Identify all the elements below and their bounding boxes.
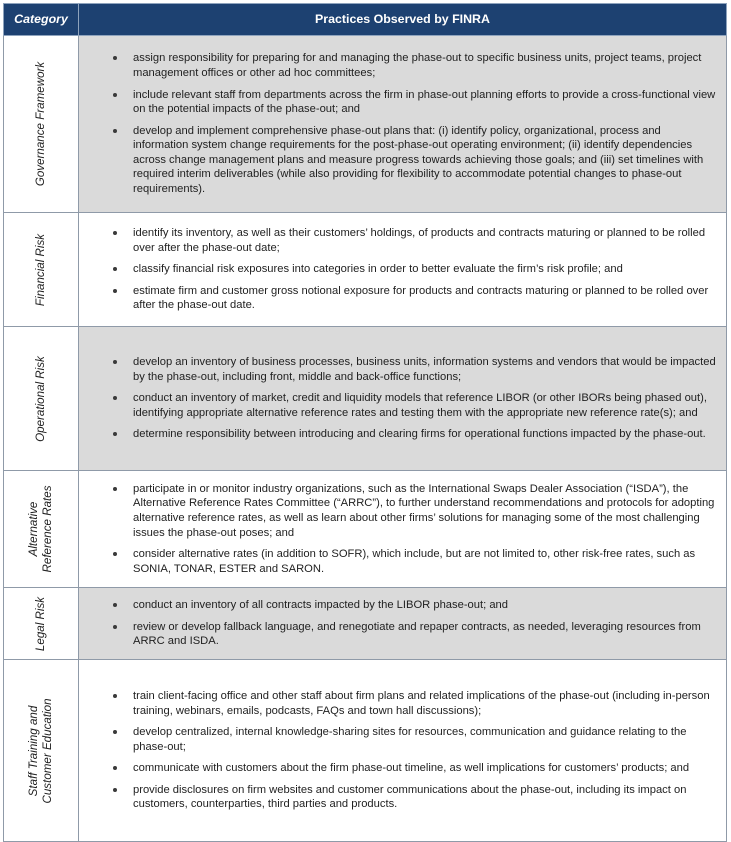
practice-item	[79, 427, 718, 442]
category-label-line: Alternative	[27, 501, 40, 557]
practice-text: review or develop fallback language, and renegotiate and repaper contracts, as needed, leveraging resources from ARRC and ISDA.	[133, 620, 701, 648]
category-row-financial-risk	[4, 213, 727, 327]
practice-item	[79, 226, 718, 255]
category-row-operational-risk	[4, 327, 727, 471]
bullet-icon	[113, 129, 117, 133]
bullet-icon	[113, 788, 117, 792]
practice-text: conduct an inventory of market, credit and liquidity models that reference LIBOR (or other IBORs being phased out), identifying appropriate alternative reference rates and testing them with the appropriate new reference rate(s); and	[133, 392, 707, 419]
bullet-icon	[113, 487, 117, 491]
practice-item	[79, 761, 718, 776]
practice-text: provide disclosures on firm websites and customer communications about the phase-out, including its impact on customers, counterparties, third parties and products.	[133, 783, 687, 811]
bullet-icon	[113, 396, 117, 400]
category-row-legal-risk	[4, 588, 727, 660]
practice-item	[79, 284, 718, 313]
bullet-icon	[113, 267, 117, 271]
category-label-line: Legal Risk	[34, 596, 47, 651]
category-column-header: Category	[4, 4, 79, 36]
practice-text: develop and implement comprehensive phase-out plans that: (i) identify policy, organizational, process and information system change requirements for the post-phase-out operating environment; (ii) identify dependencies across change management plans and measure progress towards achieving those goals; and (iii) set timelines with required interim deliverables (while also providing for flexibility to accommodate potential changes to phase-out requirements).	[133, 124, 704, 196]
practice-text: conduct an inventory of all contracts impacted by the LIBOR phase-out; and	[133, 599, 508, 612]
category-label	[34, 356, 48, 442]
bullet-icon	[113, 432, 117, 436]
bullet-icon	[113, 56, 117, 60]
bullet-icon	[113, 766, 117, 770]
practices-cell	[79, 660, 727, 842]
bullet-icon	[113, 625, 117, 629]
category-row-alternative-reference-rates	[4, 471, 727, 588]
practice-text: develop an inventory of business processes, business units, information systems and vendors that would be impacted by the phase-out, including front, middle and back-office functions;	[133, 356, 716, 383]
category-label-line: Customer Education	[41, 697, 54, 804]
practice-list	[79, 349, 726, 448]
practice-list	[79, 683, 726, 818]
category-label	[27, 698, 55, 803]
practice-item	[79, 783, 718, 812]
practice-text: determine responsibility between introducing and clearing firms for operational functions impacted by the phase-out.	[133, 428, 706, 441]
practice-list	[79, 45, 726, 202]
category-label-line: Operational Risk	[34, 355, 47, 442]
practice-item	[79, 262, 718, 277]
practice-item	[79, 124, 718, 197]
bullet-icon	[113, 360, 117, 364]
practice-text: identify its inventory, as well as their customers’ holdings, of products and contracts maturing or planned to be rolled over after the phase-out date;	[133, 227, 706, 254]
practice-item	[79, 598, 718, 613]
practice-item	[79, 355, 718, 384]
practice-item	[79, 51, 718, 80]
category-cell	[4, 588, 79, 660]
category-label	[27, 486, 55, 573]
practice-item	[79, 547, 718, 576]
practice-text: consider alternative rates (in addition to SOFR), which include, but are not limited to, other risk-free rates, such as SONIA, TONAR, ESTER and SARON.	[133, 548, 696, 575]
practice-text: train client-facing office and other staff about firm plans and related implications of the phase-out (including in-person training, webinars, emails, podcasts, FAQs and town hall discussions);	[133, 689, 710, 717]
practice-list	[79, 592, 726, 655]
category-label-line: Governance Framework	[34, 61, 47, 187]
category-label-line: Financial Risk	[34, 233, 47, 306]
category-row-governance-framework	[4, 36, 727, 213]
category-label-line: Staff Training and	[27, 705, 40, 796]
bullet-icon	[113, 552, 117, 556]
practice-item	[79, 620, 718, 649]
practice-item	[79, 391, 718, 420]
category-label	[34, 233, 48, 305]
category-cell	[4, 36, 79, 213]
practice-text: include relevant staff from departments across the firm in phase-out planning efforts to provide a cross-functional view on the potential impacts of the phase-out; and	[133, 88, 716, 116]
bullet-icon	[113, 730, 117, 734]
category-row-staff-training-customer-education	[4, 660, 727, 842]
practice-list	[79, 220, 726, 319]
category-label	[34, 62, 48, 186]
practice-item	[79, 689, 718, 718]
practice-text: participate in or monitor industry organizations, such as the International Swaps Dealer Association (“ISDA”), the Alternative Reference Rates Committee (“ARRC”), to further understand recommendations and protocols for adopting alternative reference rates, as well as learn about other firms’ solutions for managing some of the most challenging issues the phase-out poses; and	[133, 482, 715, 539]
practices-cell	[79, 588, 727, 660]
practice-text: communicate with customers about the firm phase-out timeline, as well implications for customers’ products; and	[133, 762, 690, 775]
practice-item	[79, 725, 718, 754]
practices-cell	[79, 213, 727, 327]
bullet-icon	[113, 289, 117, 293]
practices-cell	[79, 36, 727, 213]
practices-cell	[79, 471, 727, 588]
category-cell	[4, 327, 79, 471]
header-row	[4, 4, 727, 36]
bullet-icon	[113, 231, 117, 235]
practices-table	[3, 3, 727, 842]
practice-text: assign responsibility for preparing for and managing the phase-out to specific business units, project teams, project management offices or other ad hoc committees;	[133, 52, 702, 79]
practice-text: develop centralized, internal knowledge-sharing sites for resources, communication and guidance relating to the phase-out;	[133, 726, 687, 753]
bullet-icon	[113, 694, 117, 698]
bullet-icon	[113, 93, 117, 97]
practice-text: classify financial risk exposures into categories in order to better evaluate the firm’s risk profile; and	[133, 263, 623, 276]
practices-cell	[79, 327, 727, 471]
category-cell	[4, 471, 79, 588]
practice-item	[79, 482, 718, 540]
category-label	[34, 596, 48, 650]
practice-text: estimate firm and customer gross notional exposure for products and contracts maturing or planned to be rolled over after the phase-out date.	[133, 284, 709, 312]
category-cell	[4, 660, 79, 842]
practice-item	[79, 88, 718, 117]
category-cell	[4, 213, 79, 327]
practice-list	[79, 476, 726, 583]
practices-column-header: Practices Observed by FINRA	[79, 4, 727, 36]
bullet-icon	[113, 603, 117, 607]
category-label-line: Reference Rates	[41, 485, 54, 573]
